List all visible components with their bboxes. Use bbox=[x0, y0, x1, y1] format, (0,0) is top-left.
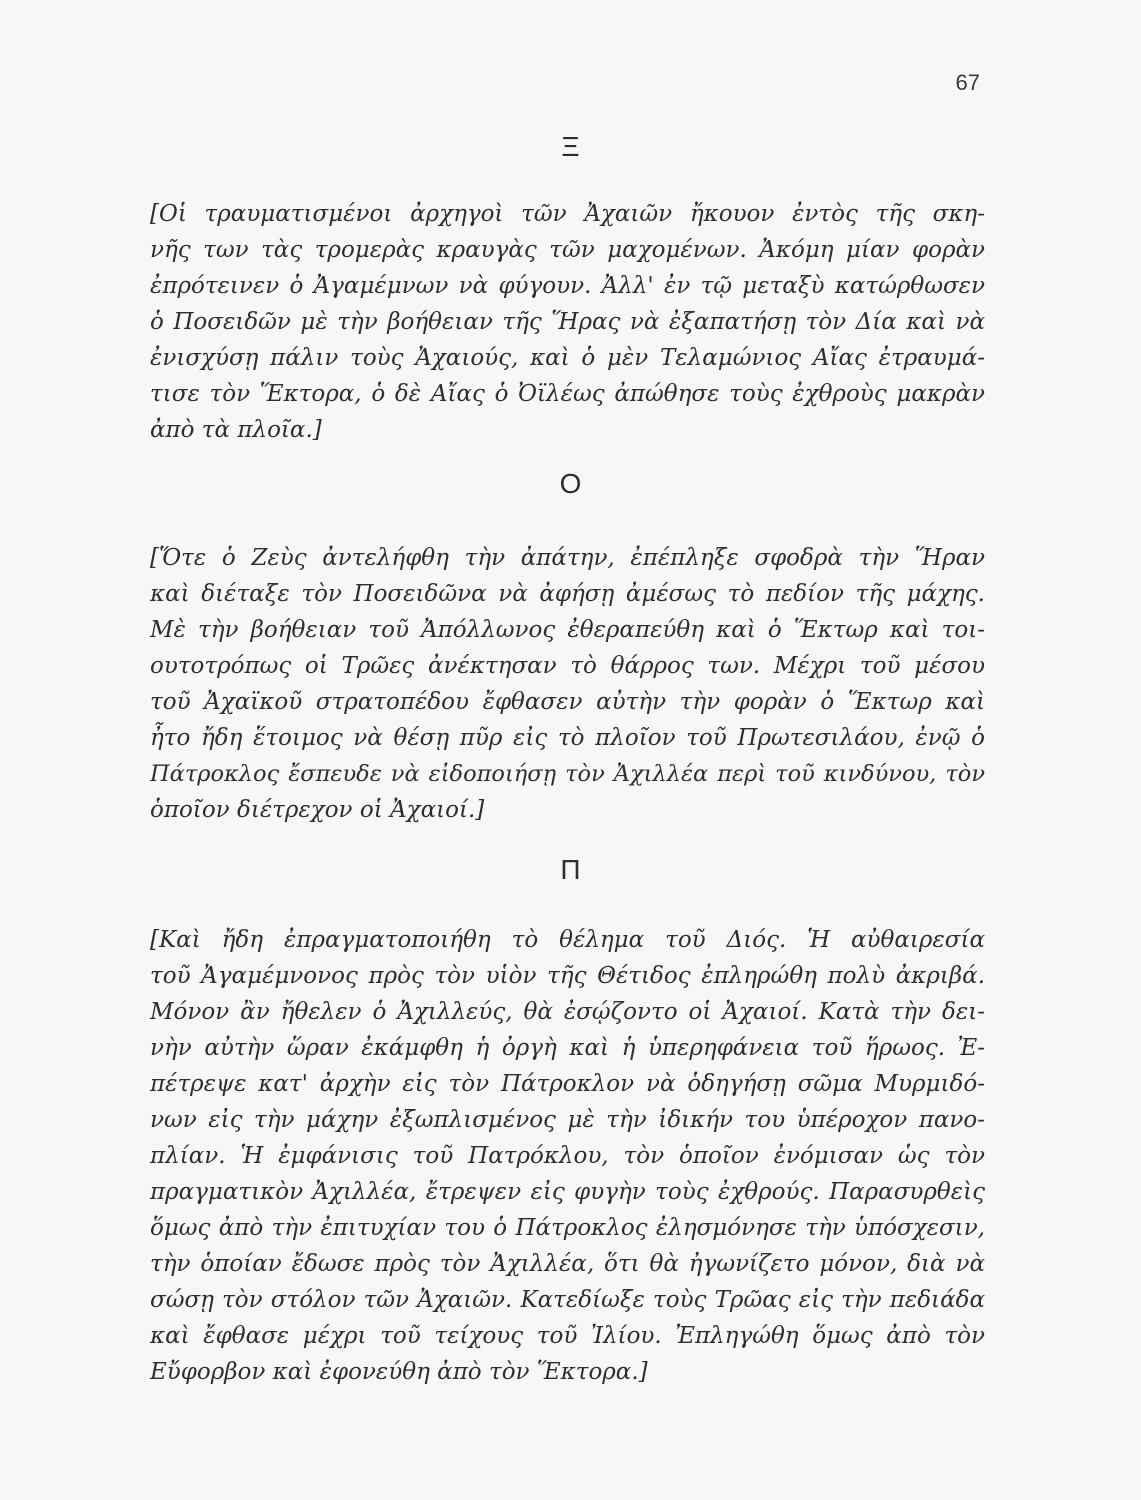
text-line: πέτρεψε κατ' ἀρχὴν εἰς τὸν Πάτροκλον νὰ ὁδηγήσῃ σῶμα Μυρμιδό- bbox=[150, 1071, 985, 1097]
page-number: 67 bbox=[955, 70, 980, 95]
text-line: Μὲ τὴν βοήθειαν τοῦ Ἀπόλλωνος ἐθεραπεύθη καὶ ὁ Ἕκτωρ καὶ τοι- bbox=[150, 617, 985, 643]
text-line: νων εἰς τὴν μάχην ἐξωπλισμένος μὲ τὴν ἰδικήν του ὑπέροχον πανο- bbox=[150, 1107, 985, 1133]
text-line: Μόνον ἂν ἤθελεν ὁ Ἀχιλλεύς, θὰ ἐσῴζοντο οἱ Ἀχαιοί. Κατὰ τὴν δει- bbox=[150, 999, 985, 1025]
text-line: ὁ Ποσειδῶν μὲ τὴν βοήθειαν τῆς Ἥρας νὰ ἐξαπατήσῃ τὸν Δία καὶ νὰ bbox=[150, 309, 985, 335]
text-line: καὶ ἔφθασε μέχρι τοῦ τείχους τοῦ Ἰλίου. Ἐπληγώθη ὅμως ἀπὸ τὸν bbox=[150, 1323, 985, 1349]
text-line: τισε τὸν Ἕκτορα, ὁ δὲ Αἴας ὁ Ὀϊλέως ἀπώθησε τοὺς ἐχθροὺς μακρὰν bbox=[150, 381, 985, 407]
text-line: [Οἱ τραυματισμένοι ἀρχηγοὶ τῶν Ἀχαιῶν ἤκουον ἐντὸς τῆς σκη- bbox=[150, 201, 985, 227]
text-line: Πάτροκλος ἔσπευδε νὰ εἰδοποιήσῃ τὸν Ἀχιλλέα περὶ τοῦ κινδύνου, τὸν bbox=[150, 761, 985, 787]
text-line: ἀπὸ τὰ πλοῖα.] bbox=[150, 417, 322, 443]
text-line: τοῦ Ἀχαϊκοῦ στρατοπέδου ἔφθασεν αὐτὴν τὴν φορὰν ὁ Ἕκτωρ καὶ bbox=[150, 689, 985, 715]
text-line: τοῦ Ἀγαμέμνονος πρὸς τὸν υἱὸν τῆς Θέτιδος ἐπληρώθη πολὺ ἀκριβά. bbox=[150, 963, 985, 989]
section-summary-xi bbox=[150, 196, 985, 448]
text-line: ἦτο ἤδη ἕτοιμος νὰ θέσῃ πῦρ εἰς τὸ πλοῖον τοῦ Πρωτεσιλάου, ἐνῷ ὁ bbox=[150, 725, 985, 751]
text-line: σώσῃ τὸν στόλον τῶν Ἀχαιῶν. Κατεδίωξε τοὺς Τρῶας εἰς τὴν πεδιάδα bbox=[150, 1287, 985, 1313]
text-line: Εὔφορβον καὶ ἐφονεύθη ἀπὸ τὸν Ἕκτορα.] bbox=[150, 1359, 648, 1385]
text-line: [Καὶ ἤδη ἐπραγματοποιήθη τὸ θέλημα τοῦ Διός. Ἡ αὐθαιρεσία bbox=[150, 927, 985, 953]
section-summary-omicron bbox=[150, 540, 985, 828]
text-line: καὶ διέταξε τὸν Ποσειδῶνα νὰ ἀφήσῃ ἀμέσως τὸ πεδίον τῆς μάχης. bbox=[150, 581, 985, 607]
text-line: ἐνισχύσῃ πάλιν τοὺς Ἀχαιούς, καὶ ὁ μὲν Τελαμώνιος Αἴας ἐτραυμά- bbox=[150, 345, 985, 371]
text-line: ὅμως ἀπὸ τὴν ἐπιτυχίαν του ὁ Πάτροκλος ἐλησμόνησε τὴν ὑπόσχεσιν, bbox=[150, 1215, 985, 1241]
section-heading-omicron: Ο bbox=[559, 468, 582, 499]
text-line: νὴν αὐτὴν ὥραν ἐκάμφθη ἡ ὀργὴ καὶ ἡ ὑπερηφάνεια τοῦ ἥρωος. Ἐ- bbox=[150, 1035, 985, 1061]
section-summary-pi bbox=[150, 922, 985, 1390]
text-line: [Ὅτε ὁ Ζεὺς ἀντελήφθη τὴν ἀπάτην, ἐπέπληξε σφοδρὰ τὴν Ἥραν bbox=[150, 545, 985, 571]
text-line: νῆς των τὰς τρομερὰς κραυγὰς τῶν μαχομένων. Ἀκόμη μίαν φορὰν bbox=[150, 237, 985, 263]
text-line: τὴν ὁποίαν ἔδωσε πρὸς τὸν Ἀχιλλέα, ὅτι θὰ ἠγωνίζετο μόνον, διὰ νὰ bbox=[150, 1251, 985, 1277]
text-line: πλίαν. Ἡ ἐμφάνισις τοῦ Πατρόκλου, τὸν ὁποῖον ἐνόμισαν ὡς τὸν bbox=[150, 1143, 985, 1169]
text-line: ἐπρότεινεν ὁ Ἀγαμέμνων νὰ φύγουν. Ἀλλ' ἐν τῷ μεταξὺ κατώρθωσεν bbox=[150, 273, 985, 299]
section-heading-xi: Ξ bbox=[561, 131, 580, 162]
text-line: πραγματικὸν Ἀχιλλέα, ἔτρεψεν εἰς φυγὴν τοὺς ἐχθρούς. Παρασυρθεὶς bbox=[150, 1179, 985, 1205]
text-line: ουτοτρόπως οἱ Τρῶες ἀνέκτησαν τὸ θάρρος των. Μέχρι τοῦ μέσου bbox=[150, 653, 985, 679]
section-heading-pi: Π bbox=[560, 854, 581, 885]
text-line: ὁποῖον διέτρεχον οἱ Ἀχαιοί.] bbox=[150, 797, 485, 823]
